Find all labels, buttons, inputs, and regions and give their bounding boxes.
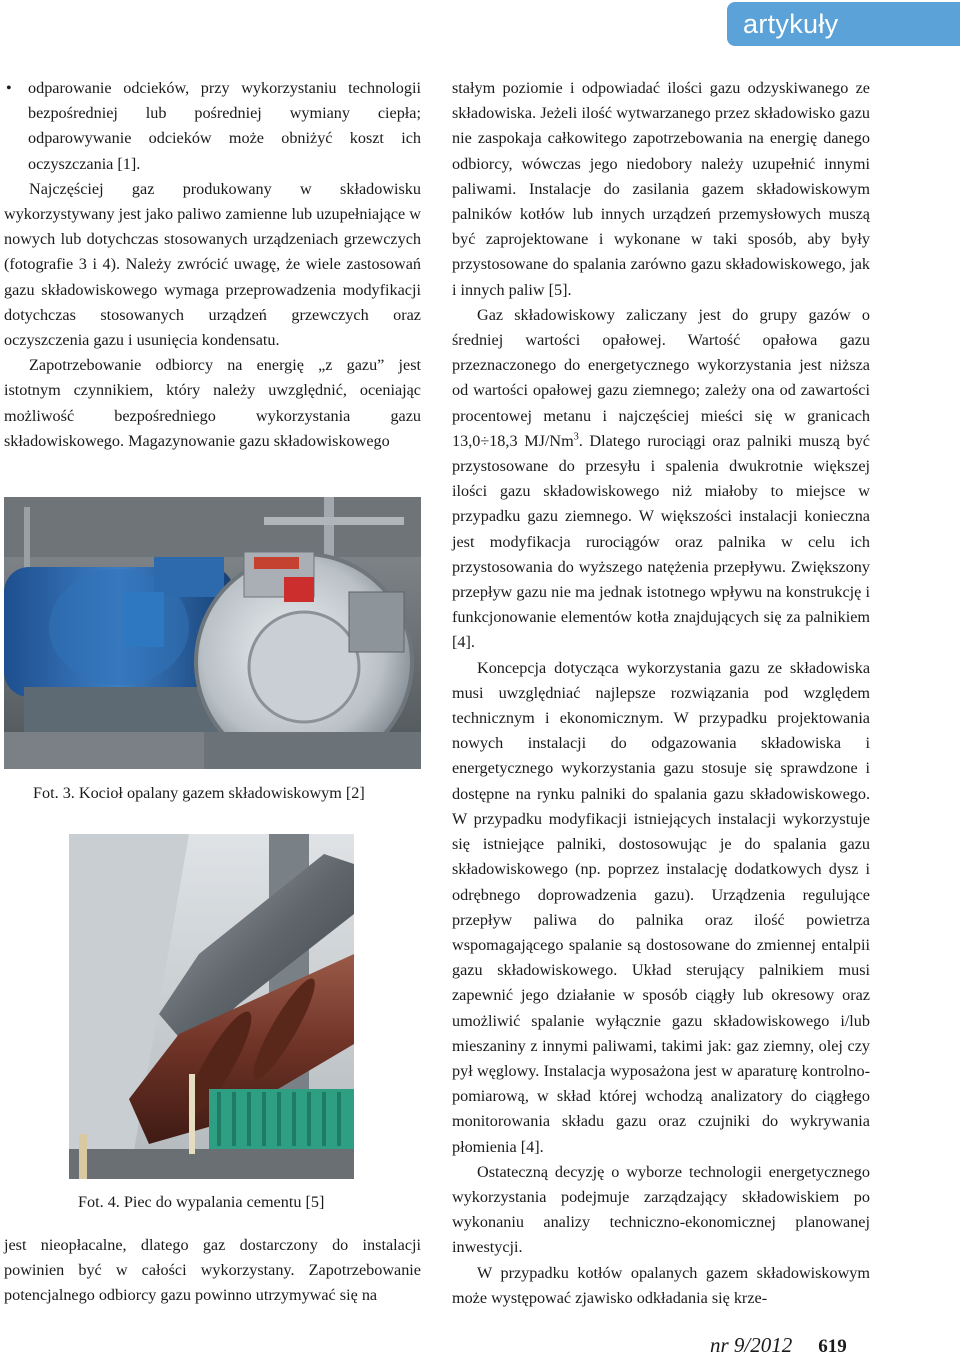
- left-paragraph-3: jest nieopłacalne, dlatego gaz dostarczony do instalacji powinien być w całości wykorzystany. Zapotrzebowanie potencjalnego odbiorcy gazu powinno utrzymywać się na: [4, 1236, 421, 1305]
- issue-number: nr 9/2012: [710, 1333, 793, 1357]
- kiln-illustration: [69, 834, 354, 1179]
- page-number: 619: [818, 1336, 847, 1357]
- section-tab: artykuły: [727, 2, 960, 46]
- right-paragraph-1: stałym poziomie i odpowiadać ilości gazu odzyskiwanego ze składowiska. Jeżeli ilość wytwarzanego przez składowisko gazu nie zaspokaja całkowitego zapotrzebowania na energię danego odbiorcy, wówczas jego niedobory należy uzupełnić innymi paliwami. Instalacje do zasilania gazem składowiskowym palników kotłów lub innych urządzeń przemysłowych muszą być zaprojektowane i wykonane w taki sposób, aby były przystosowane do spalania zarówno gazu składowiskowego, jak i innych paliw [5].: [452, 79, 870, 299]
- boiler-illustration: [4, 497, 421, 769]
- left-column-bottom: [4, 1233, 421, 1309]
- page-footer: [710, 1333, 847, 1358]
- left-paragraph-2: Zapotrzebowanie odbiorcy na energię „z gazu” jest istotnym czynnikiem, który należy uwzględnić, oceniając możliwość bezpośredniego wykorzystania gazu składowiskowego. Magazynowanie gazu składowiskowego: [4, 356, 421, 450]
- right-paragraph-4: Ostateczną decyzję o wyborze technologii energetycznego wykorzystania podejmuje zarządzający składowiskiem po wykonaniu analizy techniczno-ekonomicznej planowanej inwestycji.: [452, 1162, 870, 1257]
- photo-boiler: [4, 497, 421, 769]
- right-paragraph-2: [452, 303, 870, 656]
- right-paragraph-2a: Gaz składowiskowy zaliczany jest do grupy gazów o średniej wartości opałowej. Wartość opałowa gazu przeznaczonego do energetycznego wykorzystania jest niższa od wartości opałowej gazu ziemnego; zależy ona od zawartości procentowej metanu i najczęściej mieści się w granicach 13,0÷18,3 MJ/Nm: [452, 305, 870, 450]
- bullet-item: [4, 76, 421, 177]
- right-column: [452, 76, 870, 1311]
- figure-3-caption: Fot. 3. Kocioł opalany gazem składowiskowym [2]: [33, 784, 365, 802]
- left-column-top: [4, 76, 421, 454]
- left-paragraph-1: Najczęściej gaz produkowany w składowisku wykorzystywany jest jako paliwo zamienne lub uzupełniające w nowych lub dotychczas stosowanych urządzeniach grzewczych (fotografie 3 i 4). Należy zwrócić uwagę, że wiele zastosowań gazu składowiskowego wymaga przeprowadzenia modyfikacji dotychczas stosowanych urządzeń grzewczych oraz oczyszczenia gazu i usunięcia kondensatu.: [4, 179, 421, 350]
- right-paragraph-5: W przypadku kotłów opalanych gazem składowiskowym może występować zjawisko odkładania się krze-: [452, 1263, 870, 1307]
- bullet-text: odparowanie odcieków, przy wykorzystaniu technologii bezpośredniej lub pośredniej wymiany ciepła; odparowywanie odcieków może obniżyć koszt ich oczyszczania [1].: [28, 79, 421, 173]
- right-paragraph-3: Koncepcja dotycząca wykorzystania gazu ze składowiska musi uwzględniać najlepsze rozwiązania pod względem technicznym i ekonomicznym. W przypadku projektowania nowych instalacji do odgazowania składowiska i energetycznego wykorzystania gazu stosuje się sprawdzone i dostępne na rynku palniki do spalania gazu składowiskowego. W przypadku modyfikacji istniejących instalacji wykorzystuje się istniejące palniki, dostosowując je do spalania gazu składowiskowego (np. poprzez instalację dodatkowych dysz i odrębnego doprowadzenia gazu). Urządzenia regulujące przepływ paliwa do palnika oraz ilość powietrza wspomagającego spalanie są dostosowane do zmiennej entalpii gazu składowiskowego. Układ sterujący palnikiem musi zapewnić jego działanie w sposób ciągły lub okresowy oraz umożliwić spalanie wyłącznie gazu składowiskowego i/lub mieszaniny z innymi paliwami, takimi jak: gaz ziemny, olej czy pył węglowy. Instalacja wyposażona jest w aparaturę kontrolno-pomiarową, w skład której wchodzą analizatory do ciągłego monitorowania składu gazu oraz czujniki do wykrywania płomienia [4].: [452, 658, 870, 1156]
- photo-cement-kiln: [69, 834, 354, 1179]
- superscript-three: 3: [573, 431, 579, 443]
- right-paragraph-2b: . Dlatego rurociągi oraz palniki muszą być przystosowane do przesyłu i spalenia dwukrotnie większej ilości gazu składowiskowego niż miałoby to miejsce w przypadku gazu ziemnego. W większości instalacji konieczna jest modyfikacja rurociągów oraz palnika w celu ich przystosowania do wyższego natężenia przepływu. Zwiększony przepływ gazu nie ma jednak istotnego wpływu na konstrukcję i funkcjonowanie elementów kotła znajdujących się za palnikiem [4].: [452, 431, 870, 652]
- figure-4-caption: Fot. 4. Piec do wypalania cementu [5]: [78, 1193, 325, 1211]
- bullet-icon: •: [6, 79, 12, 97]
